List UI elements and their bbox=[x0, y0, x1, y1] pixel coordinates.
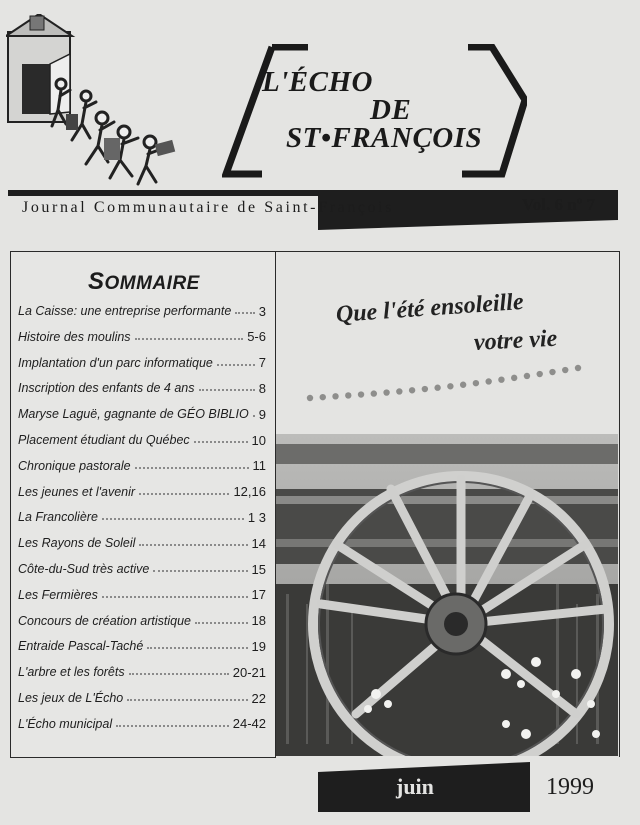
ornament-dot bbox=[473, 380, 479, 386]
toc-leader-dots bbox=[147, 647, 247, 649]
issue-year: 1999 bbox=[546, 774, 594, 800]
toc-item-page: 9 bbox=[258, 406, 266, 422]
school-children-illustration bbox=[6, 14, 186, 186]
toc-leader-dots bbox=[194, 441, 248, 443]
toc-leader-dots bbox=[135, 338, 244, 340]
ornament-dot bbox=[498, 376, 504, 382]
toc-item-title: Les jeux de L'Écho bbox=[18, 691, 124, 705]
toc-item-title: Chronique pastorale bbox=[18, 458, 131, 473]
toc-item-page: 8 bbox=[258, 380, 266, 396]
toc-item-page: 10 bbox=[251, 432, 266, 448]
toc-item-title: Maryse Laguë, gagnante de GÉO BIBLIO bbox=[18, 407, 249, 422]
volume-number: Vol. 6 nº 7 bbox=[522, 195, 596, 214]
toc-item-page: 24-42 bbox=[232, 716, 266, 732]
toc-item-page: 22 bbox=[251, 690, 266, 706]
toc-leader-dots bbox=[139, 493, 229, 495]
toc-item-title: Histoire des moulins bbox=[18, 329, 131, 344]
toc-item bbox=[18, 689, 266, 707]
toc-item-page: 11 bbox=[252, 458, 266, 474]
toc-item-title: Concours de création artistique bbox=[18, 613, 192, 628]
toc-item-page: 15 bbox=[251, 561, 266, 577]
ornament-dot bbox=[537, 371, 543, 377]
toc-leader-dots bbox=[135, 467, 249, 469]
ornament-dot bbox=[460, 382, 466, 388]
toc-item bbox=[18, 405, 266, 423]
ornament-dot bbox=[549, 369, 555, 375]
toc-item-page: 7 bbox=[258, 355, 266, 371]
toc-item bbox=[18, 663, 266, 681]
toc-item bbox=[18, 483, 266, 501]
toc-leader-dots bbox=[116, 725, 229, 727]
toc-item-title: Placement étudiant du Québec bbox=[18, 433, 190, 447]
ornament-dot bbox=[434, 385, 440, 391]
ornament-dot bbox=[409, 387, 415, 393]
dotted-arc-ornament bbox=[300, 360, 590, 410]
toc-item bbox=[18, 302, 266, 320]
ornament-dot bbox=[524, 373, 530, 379]
toc-leader-dots bbox=[235, 312, 254, 314]
sommaire-heading-initial: S bbox=[88, 268, 105, 295]
toc-item-page: 18 bbox=[251, 613, 266, 629]
toc-leader-dots bbox=[127, 699, 247, 701]
toc-item-page: 3 bbox=[258, 303, 266, 319]
toc-item bbox=[18, 431, 266, 449]
title-line-1: L'ÉCHO bbox=[262, 66, 373, 98]
toc-item bbox=[18, 508, 266, 526]
toc-item-page: 20-21 bbox=[232, 664, 266, 680]
toc-item bbox=[18, 354, 266, 372]
toc-item-title: La Francolière bbox=[18, 510, 98, 525]
sommaire-heading-rest: OMMAIRE bbox=[104, 273, 200, 294]
toc-item bbox=[18, 715, 266, 733]
toc-item bbox=[18, 637, 266, 655]
ornament-dot bbox=[307, 395, 313, 401]
ornament-dot bbox=[485, 378, 491, 384]
toc-item-title: Les Fermières bbox=[18, 587, 98, 602]
wagon-wheel-photo bbox=[276, 434, 618, 756]
toc-leader-dots bbox=[199, 389, 255, 391]
ornament-dot bbox=[396, 388, 402, 394]
toc-item bbox=[18, 534, 266, 552]
sommaire-heading bbox=[88, 268, 200, 296]
toc-item-title: L'arbre et les forêts bbox=[18, 665, 125, 680]
toc-item-title: Inscription des enfants de 4 ans bbox=[18, 381, 195, 396]
ornament-dot bbox=[320, 394, 326, 400]
toc-leader-dots bbox=[253, 415, 255, 417]
toc-leader-dots bbox=[153, 570, 247, 572]
ornament-dot bbox=[562, 367, 568, 373]
toc-leader-dots bbox=[102, 518, 244, 520]
toc-item bbox=[18, 612, 266, 630]
toc-item-title: Côte-du-Sud très active bbox=[18, 562, 150, 576]
toc-item-page: 19 bbox=[251, 638, 266, 654]
ornament-dot bbox=[332, 393, 338, 399]
ornament-dot bbox=[345, 392, 351, 398]
title-line-3: ST•FRANÇOIS bbox=[286, 122, 483, 154]
ornament-dot bbox=[383, 389, 389, 395]
toc-leader-dots bbox=[195, 622, 248, 624]
toc-item bbox=[18, 586, 266, 604]
toc-item bbox=[18, 379, 266, 397]
ornament-dot bbox=[358, 391, 364, 397]
slogan-line-1: Que l'été ensoleille bbox=[335, 288, 525, 328]
toc-item-title: L'Écho municipal bbox=[18, 716, 113, 731]
title-line-2: DE bbox=[370, 94, 412, 126]
toc-leader-dots bbox=[217, 364, 255, 366]
slogan-line-2: votre vie bbox=[473, 325, 558, 356]
ornament-dot bbox=[422, 386, 428, 392]
toc-leader-dots bbox=[139, 544, 247, 546]
toc-item-page: 1 3 bbox=[247, 509, 266, 525]
toc-item-title: Les jeunes et l'avenir bbox=[18, 484, 136, 499]
toc-item-title: La Caisse: une entreprise performante bbox=[18, 304, 232, 318]
toc-item-title: Les Rayons de Soleil bbox=[18, 536, 136, 551]
toc-item-page: 12,16 bbox=[233, 484, 266, 500]
ornament-dot bbox=[575, 365, 581, 371]
toc-item-title: Entraide Pascal-Taché bbox=[18, 639, 144, 654]
toc-item-page: 17 bbox=[251, 587, 266, 603]
ornament-dot bbox=[511, 375, 517, 381]
toc-leader-dots bbox=[129, 673, 229, 675]
toc-item bbox=[18, 457, 266, 475]
issue-month: juin bbox=[396, 774, 434, 799]
toc-item-page: 14 bbox=[251, 535, 266, 551]
toc-leader-dots bbox=[102, 596, 248, 598]
toc-item bbox=[18, 328, 266, 346]
ornament-dot bbox=[371, 390, 377, 396]
toc-item-title: Implantation d'un parc informatique bbox=[18, 355, 213, 370]
journal-subtitle: Journal Communautaire de Saint-François bbox=[22, 199, 395, 216]
toc-item-page: 5-6 bbox=[247, 329, 266, 345]
ornament-dot bbox=[447, 383, 453, 389]
toc-item bbox=[18, 560, 266, 578]
